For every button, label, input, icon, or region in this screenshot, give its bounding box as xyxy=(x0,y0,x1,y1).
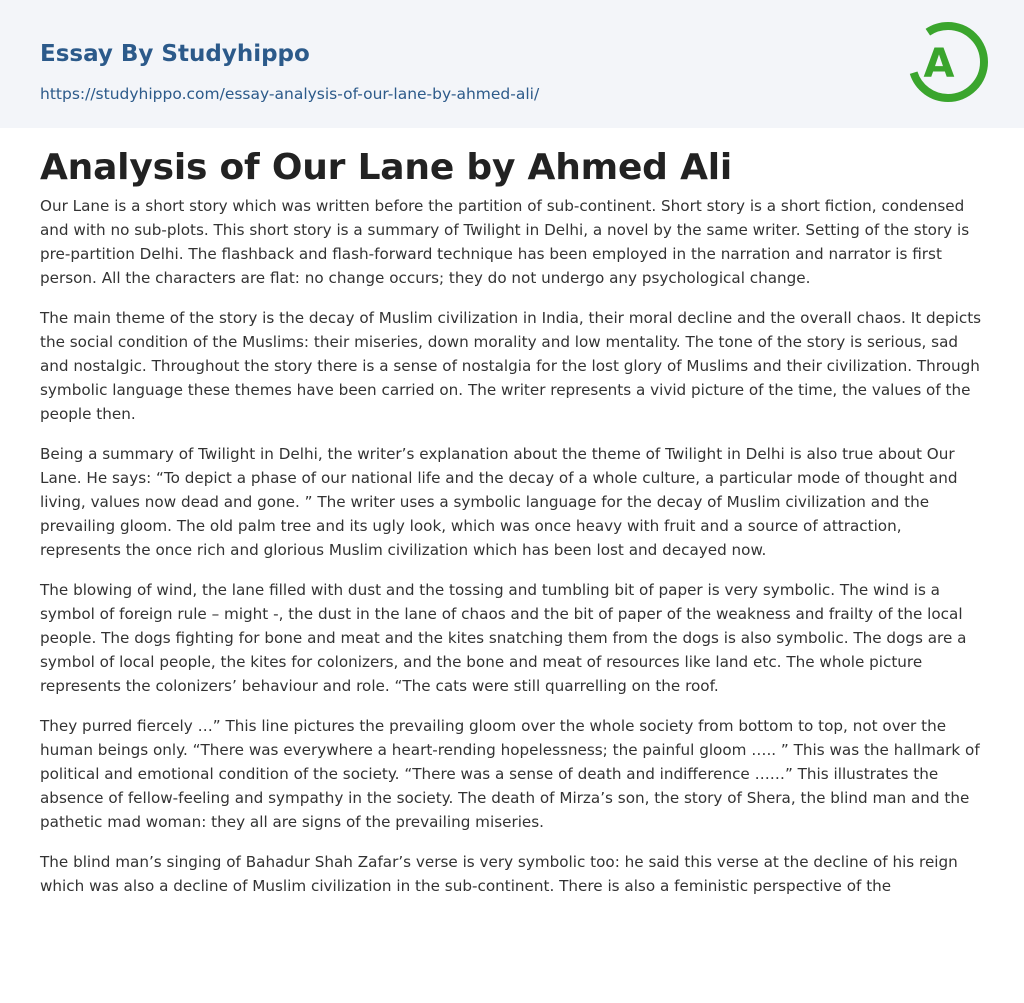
essay-paragraph: Our Lane is a short story which was written before the partition of sub-continent. Short story is a short fiction, condensed and with no sub-plots. This short story is a summary of Twilight in Delhi, a novel by the same writer. Setting of the story is pre-partition Delhi. The flashback and flash-forward technique has been employed in the narration and narrator is first person. All the characters are flat: no change occurs; they do not undergo any psychological change. xyxy=(40,197,970,287)
essay-paragraph: Being a summary of Twilight in Delhi, the writer’s explanation about the theme of Twilight in Delhi is also true about Our Lane. He says: “To depict a phase of our national life and the decay of a whole culture, a particular mode of thought and living, values now dead and gone. ” The writer uses a symbolic language for the decay of Muslim civilization and the prevailing gloom. The old palm tree and its ugly look, which was once heavy with fruit and a source of attraction, represents the once rich and glorious Muslim civilization which has been lost and decayed now. xyxy=(40,445,958,559)
page-title: Analysis of Our Lane by Ahmed Ali xyxy=(40,147,733,188)
essay-paragraph: The main theme of the story is the decay of Muslim civilization in India, their moral decline and the overall chaos. It depicts the social condition of the Muslims: their miseries, down morality and low mentality. The tone of the story is serious, sad and nostalgic. Throughout the story there is a sense of nostalgia for the lost glory of Muslims and their civilization. Through symbolic language these themes have been carried on. The writer represents a vivid picture of the time, the values of the people then. xyxy=(40,309,982,423)
essay-paragraph: The blind man’s singing of Bahadur Shah Zafar’s verse is very symbolic too: he said this verse at the decline of his reign which was also a decline of Muslim civilization in the sub-continent. There is also a feministic perspective of the xyxy=(40,853,958,895)
logo-letter: A xyxy=(923,41,955,87)
essay-body xyxy=(40,194,986,914)
site-title[interactable]: Essay By Studyhippo xyxy=(40,41,310,67)
essay-paragraph: They purred fiercely …” This line pictures the prevailing gloom over the whole society from bottom to top, not over the human beings only. “There was everywhere a heart-rending hopelessness; the painful gloom ….. ” This was the hallmark of political and emotional condition of the society. “There was a sense of death and indifference ……” This illustrates the absence of fellow-feeling and sympathy in the society. The death of Mirza’s son, the story of Shera, the blind man and the pathetic mad woman: they all are signs of the prevailing miseries. xyxy=(40,717,980,831)
site-header xyxy=(0,0,1024,128)
essay-paragraph: The blowing of wind, the lane filled with dust and the tossing and tumbling bit of paper is very symbolic. The wind is a symbol of foreign rule – might -, the dust in the lane of chaos and the bit of paper of the weakness and frailty of the local people. The dogs fighting for bone and meat and the kites snatching them from the dogs is also symbolic. The dogs are a symbol of local people, the kites for colonizers, and the bone and meat of resources like land etc. The whole picture represents the colonizers’ behaviour and role. “The cats were still quarrelling on the roof. xyxy=(40,581,967,695)
studyhippo-logo-icon[interactable] xyxy=(906,18,990,106)
page-url-link[interactable]: https://studyhippo.com/essay-analysis-of-our-lane-by-ahmed-ali/ xyxy=(40,85,540,103)
